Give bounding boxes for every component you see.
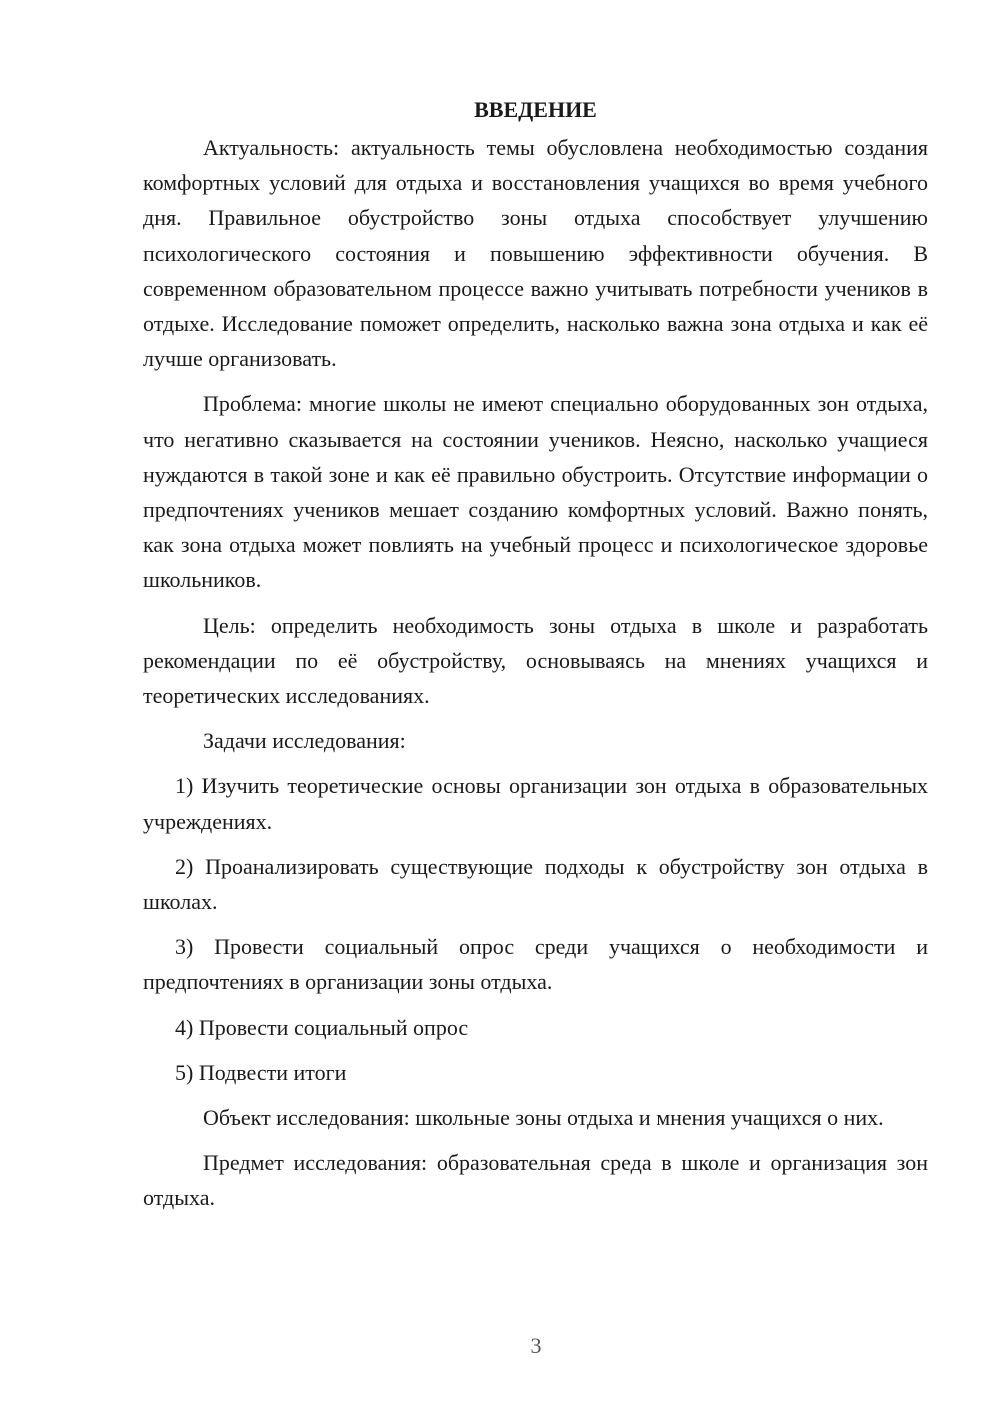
task-item-2: 2) Проанализировать существующие подходы к обустройству зон отдыха в школах.: [143, 853, 928, 915]
task-item-3: 3) Провести социальный опрос среди учащихся о необходимости и предпочтениях в организации зоны отдыха.: [143, 934, 928, 995]
task-item-1: 1) Изучить теоретические основы организации зон отдыха в образовательных учреждениях.: [143, 773, 928, 834]
page-content: [143, 92, 928, 1216]
task-item-5: 5) Подвести итоги: [175, 1059, 347, 1085]
goal-paragraph: Цель: определить необходимость зоны отдыха в школе и разработать рекомендации по её обустройству, основываясь на мнениях учащихся и теоретических исследованиях.: [143, 612, 928, 709]
page-number: 3: [530, 1333, 542, 1358]
task-item-4: 4) Провести социальный опрос: [175, 1014, 469, 1040]
tasks-heading: Задачи исследования:: [203, 728, 406, 754]
research-object-paragraph: Объект исследования: школьные зоны отдыха и мнения учащихся о них.: [203, 1105, 884, 1131]
page-title: ВВЕДЕНИЕ: [474, 97, 597, 122]
research-subject-paragraph: Предмет исследования: образовательная среда в школе и организация зон отдыха.: [143, 1150, 928, 1211]
relevance-paragraph: Актуальность: актуальность темы обусловлена необходимостью создания комфортных условий для отдыха и восстановления учащихся во время учебного дня. Правильное обустройство зоны отдыха способствует улучшению психологического состояния и повышению эффективности обучения. В современном образовательном процессе важно учитывать потребности учеников в отдыхе. Исследование поможет определить, насколько важна зона отдыха и как её лучше организовать.: [143, 135, 928, 372]
problem-paragraph: Проблема: многие школы не имеют специально оборудованных зон отдыха, что негативно сказывается на состоянии учеников. Неясно, насколько учащиеся нуждаются в такой зоне и как её правильно обустроить. Отсутствие информации о предпочтениях учеников мешает созданию комфортных условий. Важно понять, как зона отдыха может повлиять на учебный процесс и психологическое здоровье школьников.: [143, 391, 928, 593]
